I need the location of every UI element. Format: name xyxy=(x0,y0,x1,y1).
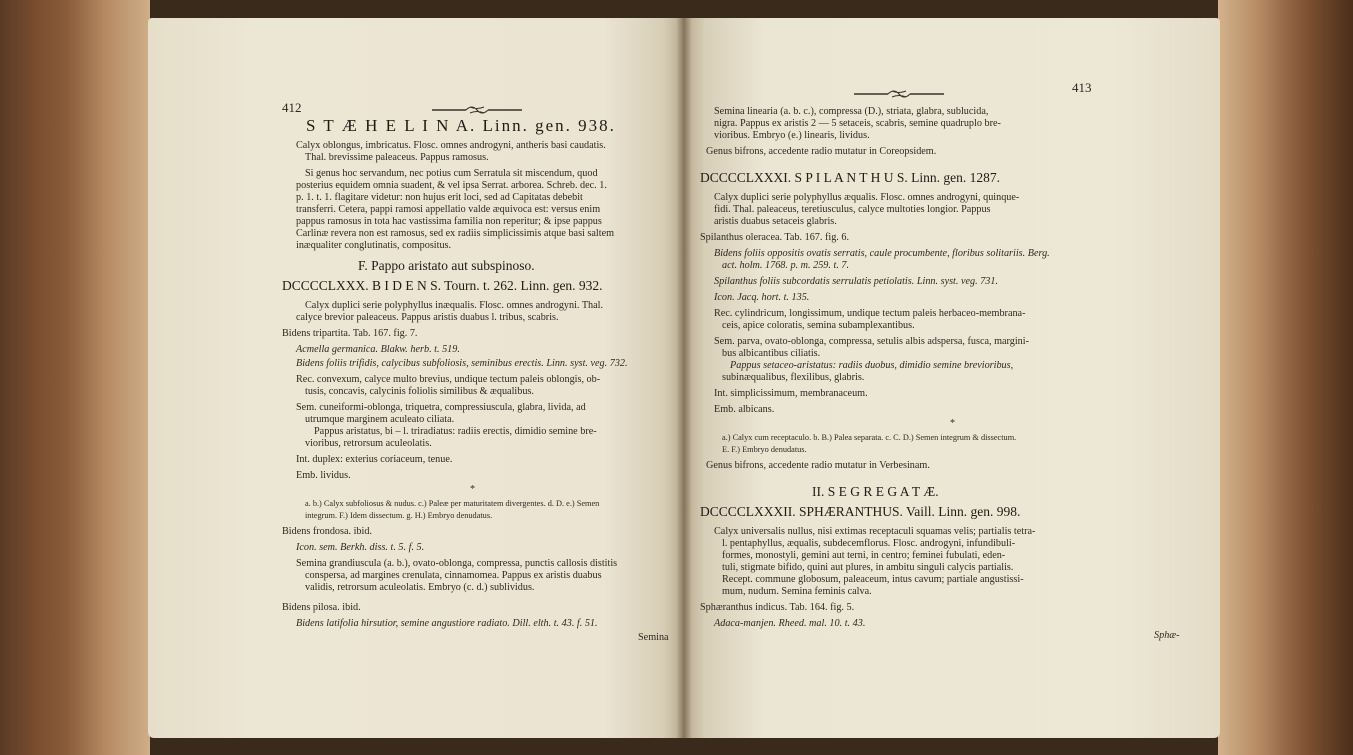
text-line: Calyx duplici serie polyphyllus æqualis. Flosc. omnes androgyni, quinque- xyxy=(714,192,1020,203)
genus-heading-staehelina: S T Æ H E L I N A. Linn. gen. 938. xyxy=(306,116,616,135)
text-line: formes, monostyli, gemini aut terni, in centro; feminei fubulati, eden- xyxy=(722,550,1006,561)
species-heading: Spilanthus oleracea. Tab. 167. fig. 6. xyxy=(700,232,850,243)
text-line: Calyx oblongus, imbricatus. Flosc. omnes androgyni, antheris basi caudatis. xyxy=(296,140,606,151)
right-page-number: 413 xyxy=(1072,80,1092,95)
text-line: Spilanthus foliis subcordatis serrulatis petiolatis. Linn. syst. veg. 731. xyxy=(714,276,999,287)
text-line: Emb. lividus. xyxy=(296,470,351,481)
species-heading: Sphæranthus indicus. Tab. 164. fig. 5. xyxy=(700,602,855,613)
genus-heading-spilanthus: DCCCCLXXXI. S P I L A N T H U S. Linn. gen. 1287. xyxy=(700,170,1001,185)
text-line: Calyx duplici serie polyphyllus inæqualis. Flosc. omnes androgyni. Thal. xyxy=(305,300,604,311)
text-line: calyce brevior paleaceus. Pappus aristis duabus l. tribus, scabris. xyxy=(296,312,559,323)
ornament-icon xyxy=(852,88,946,98)
text-line: p. 1. t. 1. flagitare videtur: non hujus erit loci, sed ad Capitatas debebit xyxy=(296,192,583,203)
catchword: Semina xyxy=(638,632,669,643)
text-line: Si genus hoc servandum, nec potius cum Serratula sit miscendum, quod xyxy=(305,168,598,179)
text-line: Recept. commune globosum, paleaceum, intus cavum; partiale angustissi- xyxy=(722,574,1024,585)
text-line: tusis, concavis, calycinis foliolis similibus & æqualibus. xyxy=(305,386,534,397)
text-line: Carlinæ revera non est ramosus, sed ex radiis simplicissimis atque basi saltem xyxy=(296,228,615,239)
genus-heading-sphaeranthus: DCCCCLXXXII. SPHÆRANTHUS. Vaill. Linn. gen. 998. xyxy=(700,504,1021,519)
right-page xyxy=(684,18,1220,738)
text-line: act. holm. 1768. p. m. 259. t. 7. xyxy=(722,260,850,271)
catchword: Sphæ- xyxy=(1154,630,1180,641)
text-line: Pappus aristatus, bi – l. triradiatus: radiis erectis, dimidio semine bre- xyxy=(314,426,597,437)
figure-caption: a. b.) Calyx subfoliosus & nudus. c.) Paleæ per maturitatem divergentes. d. D. e.) Semen xyxy=(305,499,600,508)
text-line: fidi. Thal. paleaceus, teretiusculus, calyce multoties longior. Pappus xyxy=(714,204,991,215)
text-line: inæqualiter conglutinatis, compositus. xyxy=(296,240,452,251)
text-line: Bidens latifolia hirsutior, semine angustiore radiato. Dill. elth. t. 43. f. 51. xyxy=(296,618,598,629)
species-heading: Bidens frondosa. ibid. xyxy=(282,526,372,537)
text-line: Genus bifrons, accedente radio mutatur in Verbesinam. xyxy=(706,460,930,471)
figure-caption: a.) Calyx cum receptaculo. b. B.) Palea separata. c. C. D.) Semen integrum & dissectum. xyxy=(722,433,1017,442)
text-line: aristis duabus setaceis glabris. xyxy=(714,216,837,227)
book-gutter xyxy=(676,18,692,738)
text-line: validis, retrorsum aculeolatis. Embryo (c. d.) sublividus. xyxy=(305,582,535,593)
text-line: Emb. albicans. xyxy=(714,404,775,415)
text-line: nigra. Pappus ex aristis 2 — 5 setaceis, scabris, semine quadruplo bre- xyxy=(714,118,1001,129)
text-line: Int. simplicissimum, membranaceum. xyxy=(714,388,868,399)
text-line: Sem. parva, ovato-oblonga, compressa, setulis albis adspersa, fusca, margini- xyxy=(714,336,1029,347)
text-line: posterius equidem omnia suadent, & vel ipsa Serrat. arborea. Schreb. dec. 1. xyxy=(296,180,607,191)
left-page-number: 412 xyxy=(282,100,302,115)
text-line: Thal. brevissime paleaceus. Pappus ramosus. xyxy=(305,152,489,163)
text-line: Bidens foliis oppositis ovatis serratis, caule procumbente, floribus solitariis. Berg. xyxy=(714,248,1050,259)
text-line: Acmella germanica. Blakw. herb. t. 519. xyxy=(296,344,460,355)
section-heading: II. S E G R E G A T Æ. xyxy=(812,484,939,499)
text-line: Icon. sem. Berkh. diss. t. 5. f. 5. xyxy=(296,542,425,553)
text-line: ceis, apice coloratis, semina subamplexantibus. xyxy=(722,320,915,331)
text-line: vioribus, retrorsum aculeolatis. xyxy=(305,438,432,449)
species-heading: Bidens tripartita. Tab. 167. fig. 7. xyxy=(282,328,418,339)
species-heading: Bidens pilosa. ibid. xyxy=(282,602,361,613)
book-edge-left xyxy=(0,0,150,755)
text-line: Semina linearia (a. b. c.), compressa (D.), striata, glabra, sublucida, xyxy=(714,106,989,117)
text-line: Icon. Jacq. hort. t. 135. xyxy=(714,292,810,303)
book-edge-right xyxy=(1218,0,1353,755)
text-line: Rec. convexum, calyce multo brevius, undique tectum paleis oblongis, ob- xyxy=(296,374,601,385)
figure-caption: integrum. F.) Idem dissectum. g. H.) Embryo denudatus. xyxy=(305,511,493,520)
text-line: Semina grandiuscula (a. b.), ovato-oblonga, compressa, punctis callosis distitis xyxy=(296,558,618,569)
section-heading: F. Pappo aristato aut subspinoso. xyxy=(358,258,535,273)
asterisk: * xyxy=(470,484,476,495)
text-line: Genus bifrons, accedente radio mutatur in Coreopsidem. xyxy=(706,146,937,157)
text-line: subinæqualibus, flexilibus, glabris. xyxy=(722,372,865,383)
text-line: l. pentaphyllus, æqualis, subdecemflorus. Flosc. androgyni, infundibuli- xyxy=(722,538,1016,549)
text-line: Int. duplex: exterius coriaceum, tenue. xyxy=(296,454,453,465)
genus-heading-bidens: DCCCCLXXX. B I D E N S. Tourn. t. 262. Linn. gen. 932. xyxy=(282,278,603,293)
asterisk: * xyxy=(950,418,956,429)
text-line: Pappus setaceo-aristatus: radiis duobus, dimidio semine brevioribus, xyxy=(730,360,1014,371)
text-line: vioribus. Embryo (e.) linearis, lividus. xyxy=(714,130,870,141)
text-line: Adaca-manjen. Rheed. mal. 10. t. 43. xyxy=(714,618,866,629)
text-line: mum, nudum. Semina feminis calva. xyxy=(722,586,872,597)
text-line: utrumque marginem aculeato ciliata. xyxy=(305,414,455,425)
figure-caption: E. F.) Embryo denudatus. xyxy=(722,445,807,454)
left-page xyxy=(148,18,684,738)
text-line: Bidens foliis trifidis, calycibus subfoliosis, seminibus erectis. Linn. syst. veg. 732. xyxy=(296,358,628,369)
text-line: bus albicantibus ciliatis. xyxy=(722,348,821,359)
ornament-icon xyxy=(430,104,524,114)
text-line: tuli, stigmate bifido, quini aut plures, in ambitu singuli calycis partialis. xyxy=(722,562,1014,573)
text-line: Sem. cuneiformi-oblonga, triquetra, compressiuscula, glabra, livida, ad xyxy=(296,402,586,413)
text-line: Rec. cylindricum, longissimum, undique tectum paleis herbaceo-membrana- xyxy=(714,308,1026,319)
text-line: transferri. Cetera, pappi ramosi appellatio valde æquivoca est: versus enim xyxy=(296,204,601,215)
text-line: conspersa, ad margines crenulata, cinnamomea. Pappus ex aristis duabus xyxy=(305,570,602,581)
text-line: pappus ramosus in tota hac vastissima familia non reperitur; & ipse pappus xyxy=(296,216,602,227)
text-line: Calyx universalis nullus, nisi extimas receptaculi squamas velis; partialis tetra- xyxy=(714,526,1036,537)
